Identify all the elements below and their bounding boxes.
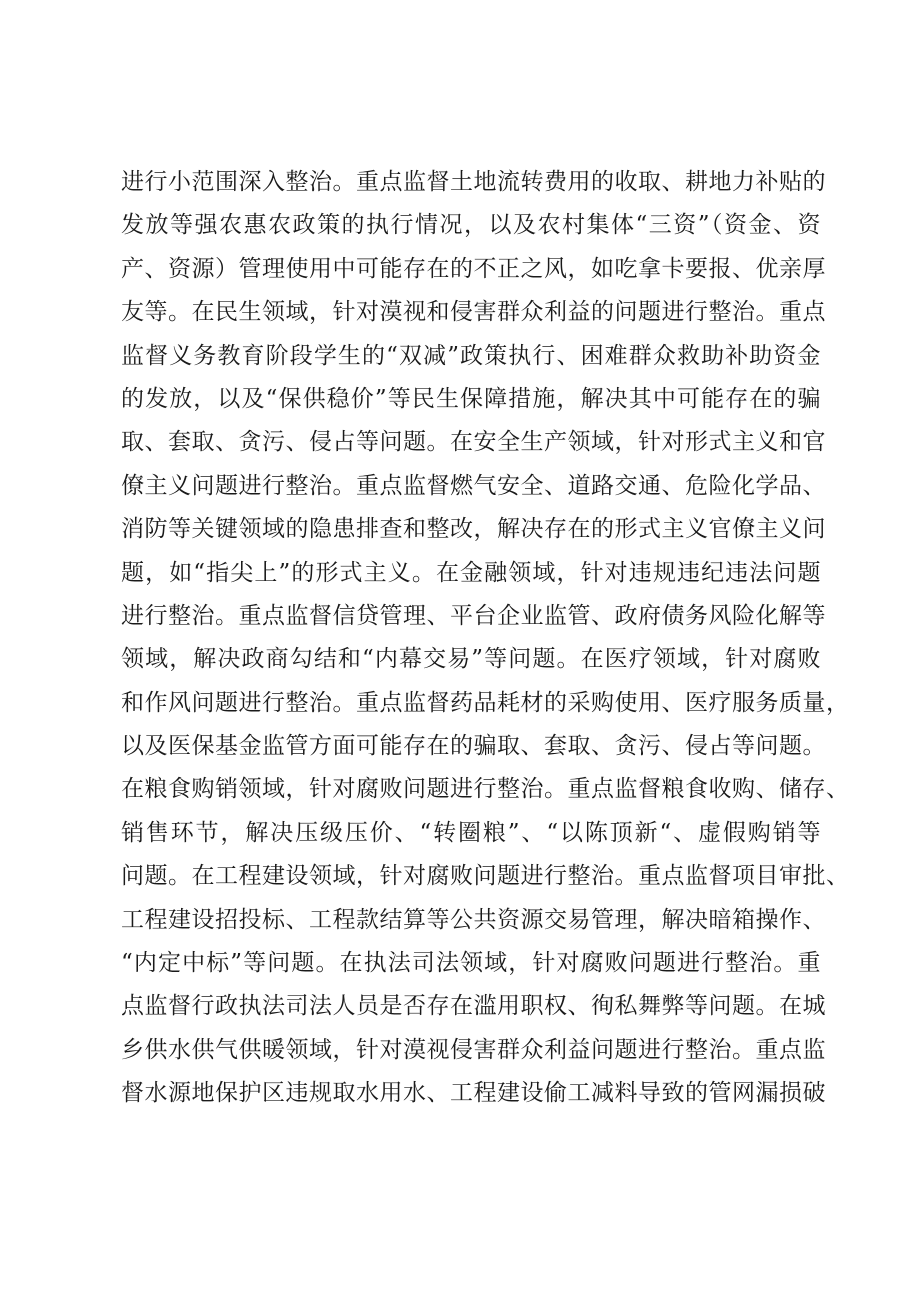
text-line: 的发放，以及“保供稳价”等民生保障措施，解决其中可能存在的骗 <box>121 385 821 412</box>
text-line: 以及医保基金监管方面可能存在的骗取、套取、贪污、侵占等问题。 <box>121 733 826 760</box>
text-line: 工程建设招投标、工程款结算等公共资源交易管理，解决暗箱操作、 <box>121 906 826 933</box>
text-line: 题，如“指尖上”的形式主义。在金融领域，针对违规违纪违法问题 <box>121 559 821 586</box>
text-line: 消防等关键领域的隐患排查和整改，解决存在的形式主义官僚主义问 <box>121 516 826 543</box>
text-line: 进行小范围深入整治。重点监督土地流转费用的收取、耕地力补贴的 <box>121 169 826 195</box>
text-line: 进行整治。重点监督信贷管理、平台企业监管、政府债务风险化解等 <box>121 602 826 629</box>
text-line: 销售环节，解决压级压价、“转圈粮”、“以陈顶新“、虚假购销等 <box>121 819 821 846</box>
text-line: 发放等强农惠农政策的执行情况，以及农村集体“三资”（资金、资 <box>121 212 821 239</box>
text-line: 产、资源）管理使用中可能存在的不正之风，如吃拿卡要报、优亲厚 <box>121 255 826 282</box>
body-paragraph <box>121 161 850 1116</box>
text-line: 友等。在民生领域，针对漠视和侵害群众利益的问题进行整治。重点 <box>121 299 826 326</box>
text-line: 点监督行政执法司法人员是否存在滥用职权、徇私舞弊等问题。在城 <box>121 993 826 1020</box>
text-line: 问题。在工程建设领域，针对腐败问题进行整治。重点监督项目审批、 <box>121 863 850 890</box>
text-line: 和作风问题进行整治。重点监督药品耗材的采购使用、医疗服务质量， <box>121 689 850 716</box>
text-line: 乡供水供气供暖领域，针对漠视侵害群众利益问题进行整治。重点监 <box>121 1036 826 1063</box>
text-line: 领域，解决政商勾结和“内幕交易”等问题。在医疗领域，针对腐败 <box>121 646 821 673</box>
text-line: 僚主义问题进行整治。重点监督燃气安全、道路交通、危险化学品、 <box>121 472 826 499</box>
text-line: 督水源地保护区违规取水用水、工程建设偷工减料导致的管网漏损破 <box>121 1080 826 1107</box>
text-line: 监督义务教育阶段学生的“双减”政策执行、困难群众救助补助资金 <box>121 342 821 369</box>
text-line: 取、套取、贪污、侵占等问题。在安全生产领域，针对形式主义和官 <box>121 429 826 456</box>
text-line: 在粮食购销领域，针对腐败问题进行整治。重点监督粮食收购、储存、 <box>121 776 850 803</box>
text-line: “内定中标”等问题。在执法司法领域，针对腐败问题进行整治。重 <box>121 950 821 977</box>
